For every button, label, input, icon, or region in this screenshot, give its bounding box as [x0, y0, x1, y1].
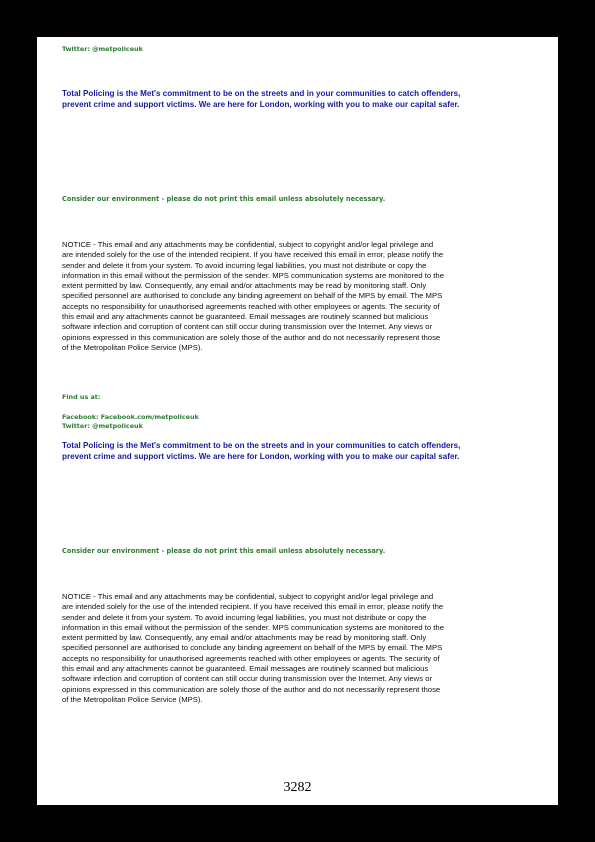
total-policing-statement: [62, 441, 542, 462]
page-number: 3282: [283, 780, 312, 795]
notice-line: are intended solely for the use of the intended recipient. If you have received this email in error, please notify the: [62, 250, 444, 260]
facebook-link: Facebook: Facebook.com/metpoliceuk: [62, 413, 199, 421]
notice-line: sender and delete it from your system. To avoid incurring legal liabilities, you must not distribute or copy the: [62, 612, 427, 622]
policing-line: Total Policing is the Met's commitment to be on the streets and in your communities to catch offenders,: [62, 89, 461, 98]
twitter-handle: Twitter: @metpoliceuk: [62, 45, 143, 53]
policing-line: prevent crime and support victims. We are here for London, working with you to make our capital safer.: [62, 451, 460, 461]
notice-line: this email and any attachments cannot be guaranteed. Email messages are routinely scanned but malicious: [62, 312, 429, 322]
notice-line: specified personnel are authorised to conclude any binding agreement on behalf of the MPS by email. The MPS: [62, 643, 443, 653]
notice-line: accepts no responsibility for unauthorised agreements reached with other employees or agents. The security of: [62, 653, 440, 663]
notice-line: are intended solely for the use of the intended recipient. If you have received this email in error, please notify the: [62, 602, 444, 612]
total-policing-statement: [62, 89, 542, 110]
notice-line: software infection and corruption of content can still occur during transmission over the Internet. Any views or: [62, 674, 433, 684]
notice-line: accepts no responsibility for unauthorised agreements reached with other employees or agents. The security of: [62, 301, 440, 311]
notice-line: specified personnel are authorised to conclude any binding agreement on behalf of the MPS by email. The MPS: [62, 291, 443, 301]
notice-line: extent permitted by law. Consequently, any email and/or attachments may be read by monitoring staff. Only: [62, 281, 427, 291]
notice-line: this email and any attachments cannot be guaranteed. Email messages are routinely scanned but malicious: [62, 664, 429, 674]
notice-line: information in this email without the permission of the sender. MPS communication systems are monitored to the: [62, 622, 444, 632]
policing-line: prevent crime and support victims. We are here for London, working with you to make our capital safer.: [62, 99, 460, 109]
environment-notice: Consider our environment - please do not print this email unless absolutely necessary.: [62, 547, 386, 555]
notice-line: of the Metropolitan Police Service (MPS).: [62, 342, 203, 352]
policing-line: Total Policing is the Met's commitment to be on the streets and in your communities to catch offenders,: [62, 441, 461, 450]
notice-line: software infection and corruption of content can still occur during transmission over the Internet. Any views or: [62, 322, 433, 332]
legal-notice: [62, 592, 542, 705]
notice-line: NOTICE - This email and any attachments may be confidential, subject to copyright and/or legal privilege and: [62, 592, 434, 601]
find-us-heading: Find us at:: [62, 393, 101, 401]
legal-notice: [62, 240, 542, 353]
notice-line: opinions expressed in this communication are solely those of the author and do not necessarily represent those: [62, 684, 441, 694]
notice-line: NOTICE - This email and any attachments may be confidential, subject to copyright and/or legal privilege and: [62, 240, 434, 249]
notice-line: sender and delete it from your system. To avoid incurring legal liabilities, you must not distribute or copy the: [62, 260, 427, 270]
twitter-handle: Twitter: @metpoliceuk: [62, 422, 143, 430]
notice-line: extent permitted by law. Consequently, any email and/or attachments may be read by monitoring staff. Only: [62, 633, 427, 643]
notice-line: opinions expressed in this communication are solely those of the author and do not necessarily represent those: [62, 332, 441, 342]
document-page: [37, 37, 558, 805]
environment-notice: Consider our environment - please do not print this email unless absolutely necessary.: [62, 195, 386, 203]
notice-line: of the Metropolitan Police Service (MPS).: [62, 694, 203, 704]
notice-line: information in this email without the permission of the sender. MPS communication systems are monitored to the: [62, 270, 444, 280]
